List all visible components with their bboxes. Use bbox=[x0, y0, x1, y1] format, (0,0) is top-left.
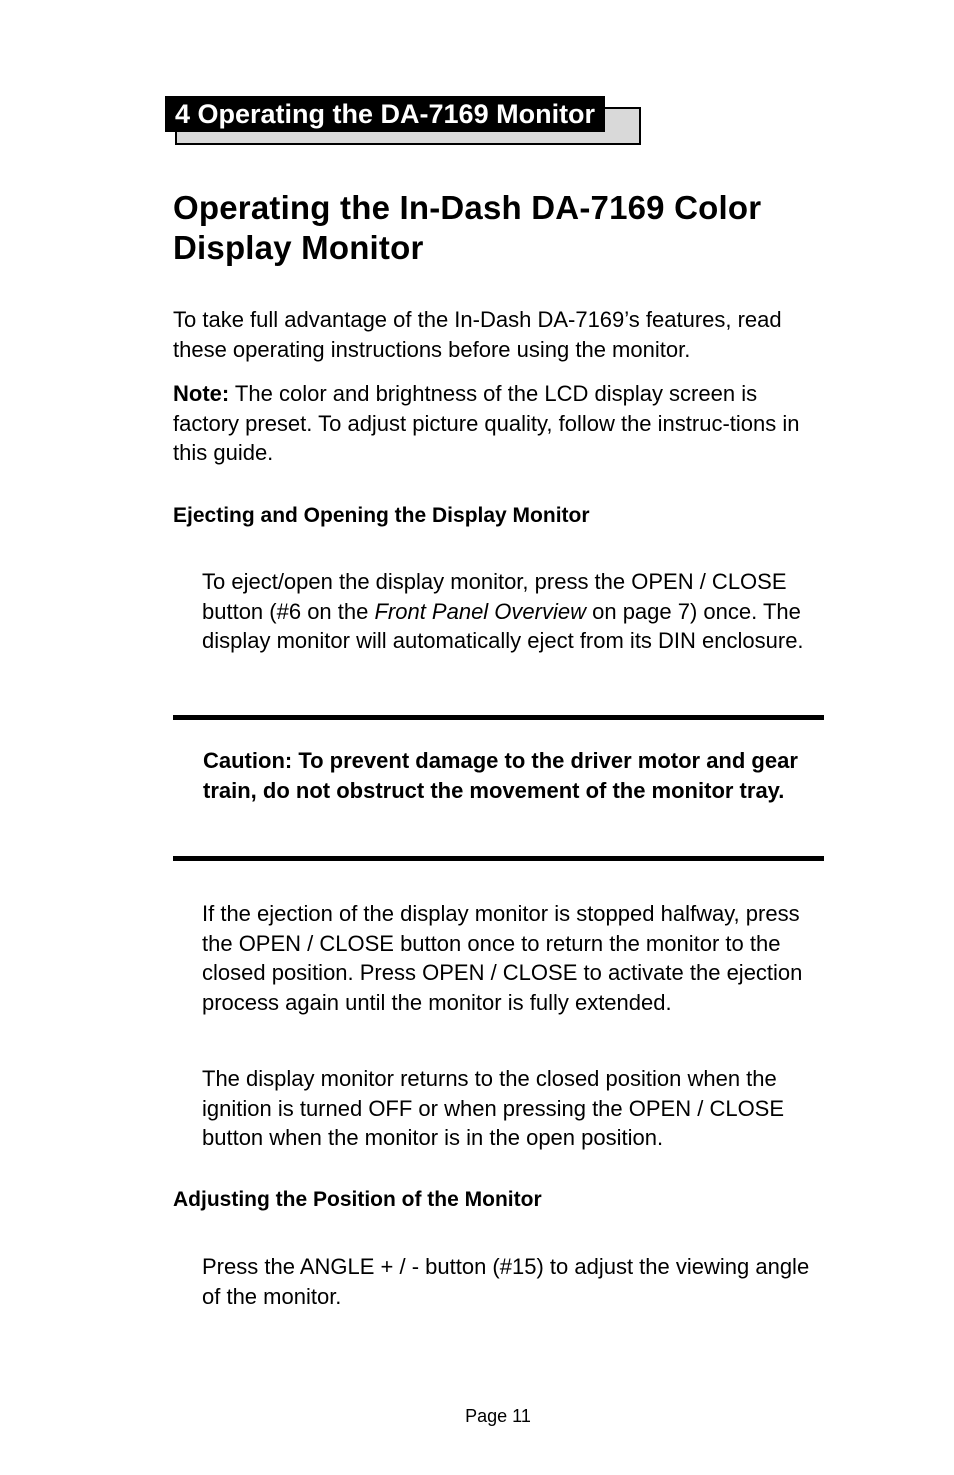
note-label: Note: bbox=[173, 381, 230, 406]
eject-text-end: on page 7) once. The display monitor will automatically eject from its DIN enclosure. bbox=[202, 598, 804, 653]
caution-top-rule bbox=[173, 715, 824, 720]
section-heading-eject: Ejecting and Opening the Display Monitor bbox=[173, 504, 590, 527]
chapter-header-label: 4 Operating the DA-7169 Monitor bbox=[165, 96, 605, 132]
section-heading-adjust: Adjusting the Position of the Monitor bbox=[173, 1188, 542, 1211]
chapter-header bbox=[165, 96, 643, 148]
page-number: Page 11 bbox=[465, 1406, 531, 1426]
eject-text-start: To eject/open the display monitor, press the OPEN / CLOSE button (#6 on the bbox=[202, 569, 787, 624]
caution-bottom-rule bbox=[173, 856, 824, 861]
eject-paragraph bbox=[202, 567, 826, 656]
angle-paragraph: Press the ANGLE + / - button (#15) to adjust the viewing angle of the monitor. bbox=[202, 1254, 810, 1309]
halfway-paragraph: If the ejection of the display monitor is stopped halfway, press the OPEN / CLOSE button once to return the monitor to the closed position. Press OPEN / CLOSE to activate the ejection process again until the monitor is fully extended. bbox=[202, 901, 803, 1015]
intro-paragraph: To take full advantage of the In-Dash DA-7169’s features, read these operating instructions before using the monitor. bbox=[173, 307, 782, 362]
page-title: Operating the In-Dash DA-7169 Color Display Monitor bbox=[173, 189, 762, 266]
note-paragraph bbox=[173, 379, 823, 468]
caution-box-text: Caution: To prevent damage to the driver motor and gear train, do not obstruct the movement of the monitor tray. bbox=[203, 748, 798, 803]
front-panel-reference: Front Panel Overview bbox=[374, 598, 586, 624]
returns-paragraph: The display monitor returns to the closed position when the ignition is turned OFF or when pressing the OPEN / CLOSE button when the monitor is in the open position. bbox=[202, 1066, 785, 1150]
note-text: The color and brightness of the LCD display screen is factory preset. To adjust picture quality, follow the instruc-tions in this guide. bbox=[173, 381, 800, 465]
